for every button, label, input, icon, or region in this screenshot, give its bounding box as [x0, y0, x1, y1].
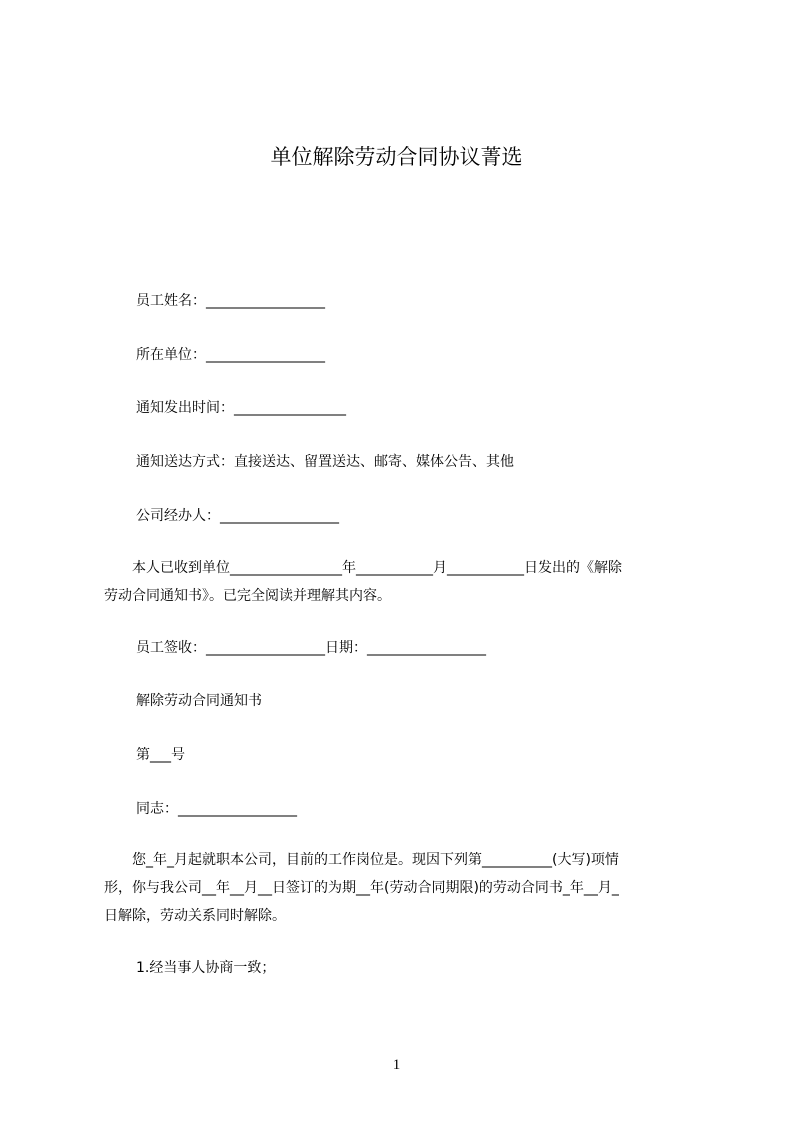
document-title: 单位解除劳动合同协议菁选 — [270, 145, 523, 169]
employee-name-field: 员工姓名：_________________ — [136, 293, 325, 309]
unit-field: 所在单位：_________________ — [136, 347, 325, 363]
notice-body-line-1: 您_年_月起就职本公司，目前的工作岗位是。现因下列第__________(大写)项情 — [132, 852, 619, 868]
notice-time-field: 通知发出时间：________________ — [136, 400, 346, 416]
comrade-field: 同志：_________________ — [136, 801, 297, 817]
notice-body-line-2: 形，你与我公司__年__月__日签订的为期__年(劳动合同期限)的劳动合同书_年__月_ — [104, 880, 619, 896]
delivery-method-line: 通知送达方式：直接送达、留置送达、邮寄、媒体公告、其他 — [136, 454, 514, 470]
receipt-statement-line-1: 本人已收到单位________________年___________月___________日发出的《解除 — [132, 560, 622, 576]
notice-number-line: 第___号 — [136, 747, 185, 763]
page-number: 1 — [392, 1057, 401, 1073]
employee-signature-line: 员工签收：_________________日期：_________________ — [136, 640, 486, 656]
list-item-1: 1.经当事人协商一致； — [136, 960, 276, 976]
notice-body-line-3: 日解除，劳动关系同时解除。 — [104, 908, 286, 924]
notice-heading: 解除劳动合同通知书 — [136, 693, 262, 709]
receipt-statement-line-2: 劳动合同通知书》。已完全阅读并理解其内容。 — [104, 588, 391, 604]
company-agent-field: 公司经办人：_________________ — [136, 508, 339, 524]
receipt-statement — [104, 554, 704, 610]
notice-body — [104, 846, 704, 930]
